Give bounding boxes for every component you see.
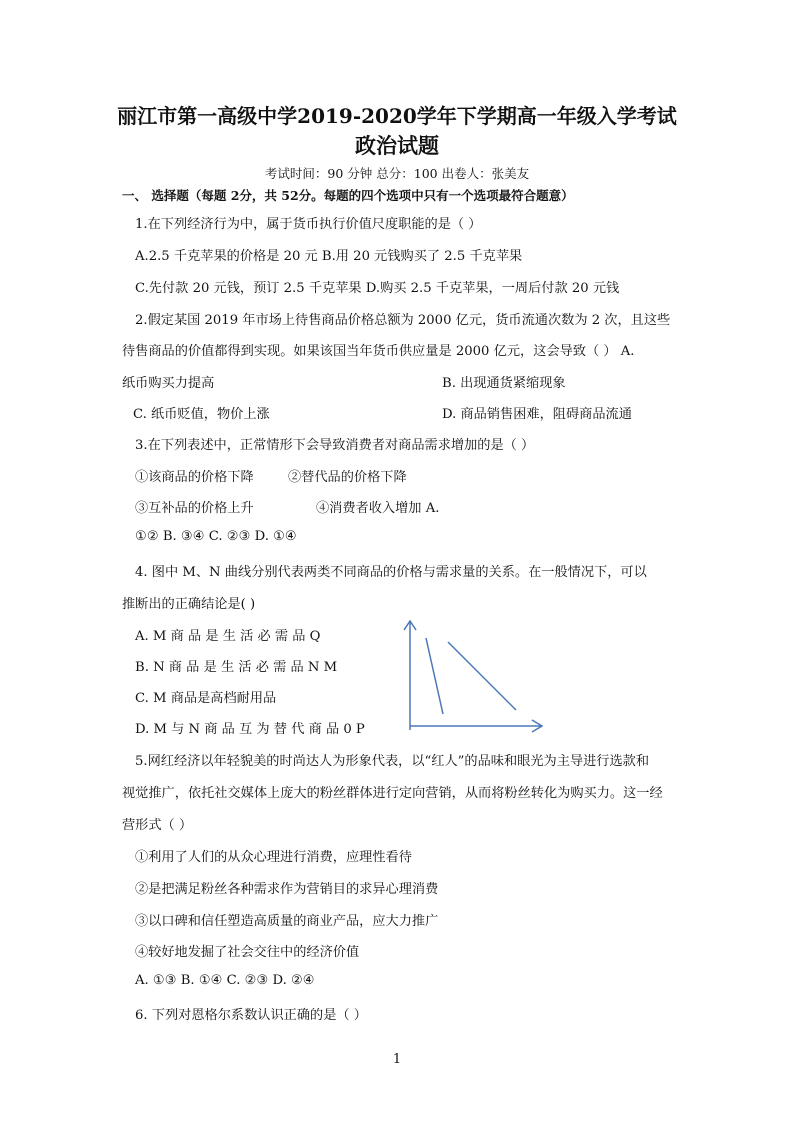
q3-item-2: ②替代品的价格下降	[288, 470, 407, 485]
q4-stem-line2: 推断出的正确结论是( )	[122, 597, 256, 612]
q4-option-c: C. M 商品是高档耐用品	[135, 691, 277, 706]
q1-options-cd: C.先付款 20 元钱，预订 2.5 千克苹果 D.购买 2.5 千克苹果，一周后付款 20 元钱	[135, 281, 620, 296]
exam-title: 丽江市第一高级中学2019-2020学年下学期高一年级入学考试	[117, 104, 677, 128]
q2-option-d: D. 商品销售困难，阻碍商品流通	[442, 407, 632, 422]
q2-option-b: B. 出现通货紧缩现象	[442, 376, 566, 391]
q5-stem-line3: 营形式（ ）	[122, 818, 193, 833]
q5-item-2: ②是把满足粉丝各种需求作为营销目的求异心理消费	[135, 882, 439, 897]
q3-stem: 3.在下列表述中，正常情形下会导致消费者对商品需求增加的是（ ）	[135, 438, 535, 453]
q3-item-1: ①该商品的价格下降	[135, 470, 254, 485]
q2-option-c: C. 纸币贬值，物价上涨	[133, 407, 270, 422]
curve-m	[426, 638, 443, 714]
q4-option-d: D. M 与 N 商 品 互 为 替 代 商 品 0 P	[135, 722, 365, 737]
exam-subject-title: 政治试题	[355, 133, 439, 158]
q2-stem-line2: 待售商品的价值都得到实现。如果该国当年货币供应量是 2000 亿元，这会导致（ ） A.	[122, 344, 635, 359]
q5-item-3: ③以口碑和信任塑造高质量的商业产品，应大力推广	[135, 914, 439, 929]
demand-curves-graph	[398, 618, 548, 734]
q2-option-a: 纸币购买力提高	[122, 376, 215, 391]
q5-item-4: ④较好地发掘了社会交往中的经济价值	[135, 945, 360, 960]
q4-option-a: A. M 商 品 是 生 活 必 需 品 Q	[135, 629, 321, 644]
q3-answers: ①② B. ③④ C. ②③ D. ①④	[135, 529, 297, 544]
q1-stem: 1.在下列经济行为中，属于货币执行价值尺度职能的是（ ）	[135, 217, 482, 232]
q4-stem-line1: 4. 图中 M、N 曲线分别代表两类不同商品的价格与需求量的关系。在一般情况下，可以	[135, 565, 647, 580]
q1-options-ab: A.2.5 千克苹果的价格是 20 元 B.用 20 元钱购买了 2.5 千克苹果	[135, 249, 523, 264]
q3-item-4: ④消费者收入增加 A.	[316, 501, 440, 516]
q5-stem-line2: 视觉推广，依托社交媒体上庞大的粉丝群体进行定向营销，从而将粉丝转化为购买力。这一经	[122, 786, 663, 801]
curve-n	[448, 642, 516, 710]
q3-item-3: ③互补品的价格上升	[135, 501, 254, 516]
q5-stem-line1: 5.网红经济以年轻貌美的时尚达人为形象代表，以“红人”的品味和眼光为主导进行选款和	[135, 754, 649, 769]
q5-answers: A. ①③ B. ①④ C. ②③ D. ②④	[135, 973, 315, 988]
exam-info: 考试时间：90 分钟 总分：100 出卷人：张美友	[264, 166, 530, 181]
q6-stem: 6. 下列对恩格尔系数认识正确的是（ ）	[135, 1008, 367, 1023]
page-number: 1	[392, 1052, 402, 1067]
section-heading: 一、 选择题（每题 2分，共 52分。每题的四个选项中只有一个选项最符合题意）	[122, 188, 574, 203]
q4-option-b: B. N 商 品 是 生 活 必 需 品 N M	[135, 660, 338, 675]
q5-item-1: ①利用了人们的从众心理进行消费，应理性看待	[135, 850, 412, 865]
q2-stem-line1: 2.假定某国 2019 年市场上待售商品价格总额为 2000 亿元，货币流通次数为 2 次，且这些	[135, 313, 671, 328]
